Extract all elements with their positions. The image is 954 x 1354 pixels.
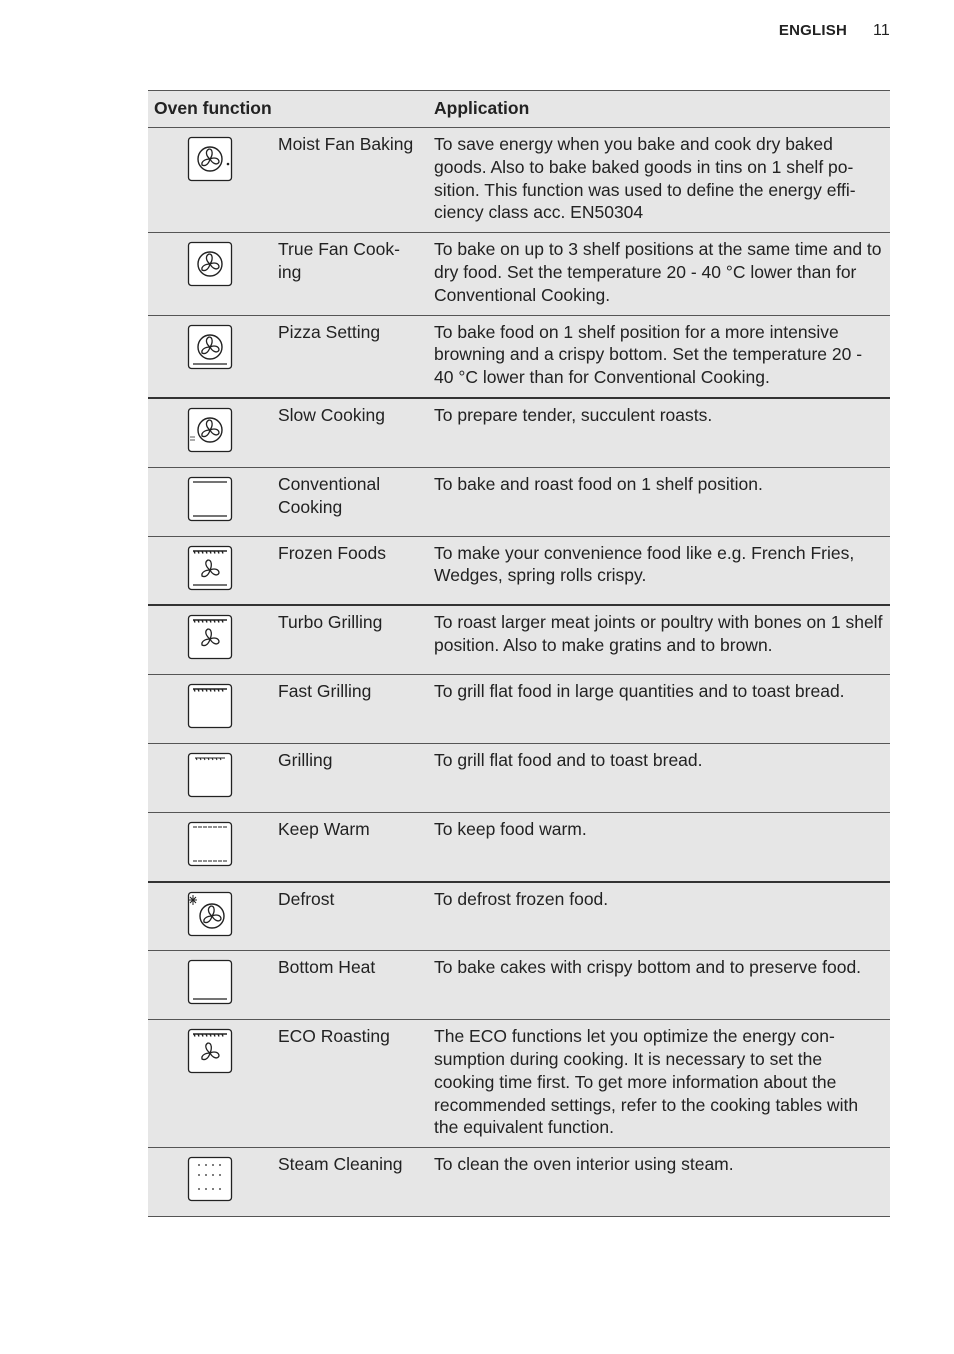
- steam-cleaning-icon: [187, 1156, 233, 1202]
- function-name: Pizza Setting: [270, 315, 428, 398]
- function-name: Fast Grilling: [270, 675, 428, 744]
- frozen-foods-icon: [187, 545, 233, 591]
- table-row: [148, 812, 890, 881]
- function-application: To prepare tender, succulent roasts.: [428, 398, 890, 467]
- table-row: [148, 743, 890, 812]
- function-application: To keep food warm.: [428, 812, 890, 881]
- function-application: To bake on up to 3 shelf positions at the same time and to dry food. Set the temperature 20 - 40 °C lower than for Conventional Cooking.: [428, 233, 890, 315]
- table-row: [148, 536, 890, 605]
- table-row: [148, 128, 890, 233]
- turbo-grilling-icon: [187, 614, 233, 660]
- function-application: To defrost frozen food.: [428, 882, 890, 951]
- function-name: Conventional Cooking: [270, 467, 428, 536]
- function-name: Turbo Grilling: [270, 605, 428, 674]
- function-application: To make your convenience food like e.g. French Fries, Wedges, spring rolls crispy.: [428, 536, 890, 605]
- table-row: [148, 1020, 890, 1148]
- function-application: To grill flat food in large quantities and to toast bread.: [428, 675, 890, 744]
- function-application: To bake cakes with crispy bottom and to preserve food.: [428, 951, 890, 1020]
- function-name: True Fan Cook-ing: [270, 233, 428, 315]
- table-row: [148, 467, 890, 536]
- fast-grilling-icon: [187, 683, 233, 729]
- table-row: [148, 951, 890, 1020]
- function-name: Bottom Heat: [270, 951, 428, 1020]
- function-name: Moist Fan Baking: [270, 128, 428, 233]
- function-name: Defrost: [270, 882, 428, 951]
- table-row: [148, 398, 890, 467]
- function-application: To bake and roast food on 1 shelf position.: [428, 467, 890, 536]
- table-row: [148, 882, 890, 951]
- function-application: To bake food on 1 shelf position for a more intensive browning and a crispy bottom. Set the temperature 20 - 40 °C lower than for Conventional Cooking.: [428, 315, 890, 398]
- conventional-cooking-icon: [187, 476, 233, 522]
- table-row: [148, 1148, 890, 1217]
- column-header-oven-function: Oven function: [148, 91, 428, 128]
- moist-fan-baking-icon: [187, 136, 233, 182]
- function-application: To clean the oven interior using steam.: [428, 1148, 890, 1217]
- table-header-row: [148, 91, 890, 128]
- table-row: [148, 675, 890, 744]
- pizza-setting-icon: [187, 324, 233, 370]
- grilling-icon: [187, 752, 233, 798]
- table-row: [148, 315, 890, 398]
- function-application: The ECO functions let you optimize the energy con-sumption during cooking. It is necessary to set the cooking time first. To get more information about the recommended settings, refer to the cooking tables with the equivalent function.: [428, 1020, 890, 1148]
- function-name: Slow Cooking: [270, 398, 428, 467]
- slow-cooking-icon: [187, 407, 233, 453]
- table-row: [148, 605, 890, 674]
- function-name: ECO Roasting: [270, 1020, 428, 1148]
- function-application: To grill flat food and to toast bread.: [428, 743, 890, 812]
- page-number: 11: [872, 22, 890, 39]
- function-name: Keep Warm: [270, 812, 428, 881]
- function-name: Frozen Foods: [270, 536, 428, 605]
- true-fan-cooking-icon: [187, 241, 233, 287]
- table-row: [148, 233, 890, 315]
- function-name: Steam Cleaning: [270, 1148, 428, 1217]
- keep-warm-icon: [187, 821, 233, 867]
- page-header: [779, 22, 890, 40]
- eco-roasting-icon: [187, 1028, 233, 1074]
- column-header-application: Application: [428, 91, 890, 128]
- function-application: To roast larger meat joints or poultry with bones on 1 shelf position. Also to make gratins and to brown.: [428, 605, 890, 674]
- function-name: Grilling: [270, 743, 428, 812]
- function-application: To save energy when you bake and cook dry baked goods. Also to bake baked goods in tins on 1 shelf po-sition. This function was used to define the energy effi-ciency class acc. EN50304: [428, 128, 890, 233]
- defrost-icon: [187, 891, 233, 937]
- bottom-heat-icon: [187, 959, 233, 1005]
- language-label: ENGLISH: [778, 22, 847, 39]
- oven-functions-table: [148, 90, 890, 1217]
